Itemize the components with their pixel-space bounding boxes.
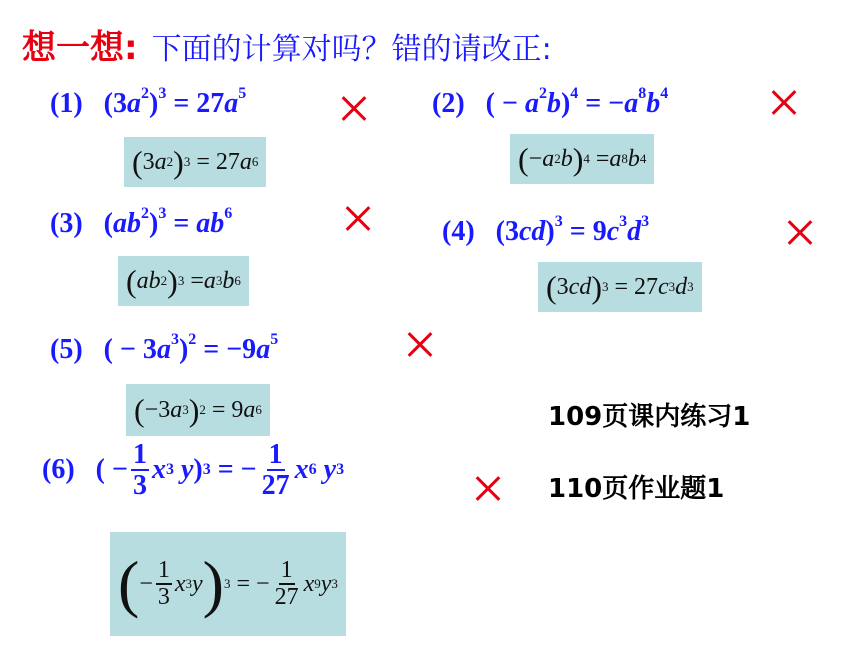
wrong-mark-icon [342, 204, 372, 234]
problem-2: (2) ( − $a^2b)^4 = -a^8b^4$ [432, 85, 669, 119]
problem-number: (4) [442, 216, 475, 247]
wrong-mark-icon [472, 474, 502, 504]
wrong-mark-icon [768, 88, 798, 118]
problem-6: (6) ( − $\frac{1}{3}$ x 3 y ) 3 = − $\frac{1}{27}$ x 6 y 3 [42, 439, 345, 502]
homework-line-2: 110页作业题1 [548, 474, 725, 504]
wrong-mark-icon [784, 218, 814, 248]
problem-number: (6) [42, 454, 75, 486]
correction-6: ( − $\frac{1}{3}$ x 3 y ) 3 = − $\frac{1}{27}$ x 9 y 3 [110, 532, 346, 636]
problem-1: (1) $(3a^2)^3 = 27a^5$ [50, 85, 247, 119]
problem-number: (1) [50, 88, 83, 119]
problem-5: (5) ( − $3a^3)^2 = -9a^5$ [50, 331, 279, 365]
correction-4: ( 3 cd ) 3 = 27 c 3 d 3 [538, 262, 702, 312]
wrong-mark-icon [404, 330, 434, 360]
problem-number: (3) [50, 208, 83, 239]
problem-3: (3) $(ab^2)^3 = ab^6$ [50, 205, 233, 239]
correction-2: ( − a 2 b ) 4 = a 8 b 4 [510, 134, 654, 184]
title-question: 下面的计算对吗？错的请改正: [151, 32, 552, 67]
slide-title [22, 20, 552, 69]
homework-line-1: 109页课内练习1 [548, 402, 751, 432]
title-prefix: 想一想: [22, 28, 138, 68]
problem-4: (4) $(3cd)^3 = 9c^3d^3$ [442, 213, 650, 247]
wrong-mark-icon [338, 94, 368, 124]
problem-number: (2) [432, 88, 465, 119]
correction-1: ( 3 a 2 ) 3 = 27 a 6 [124, 137, 266, 187]
correction-3: ( ab 2 ) 3 = a 3 b 6 [118, 256, 249, 306]
problem-number: (5) [50, 334, 83, 365]
correction-5: ( −3 a 3 ) 2 = 9 a 6 [126, 384, 270, 436]
